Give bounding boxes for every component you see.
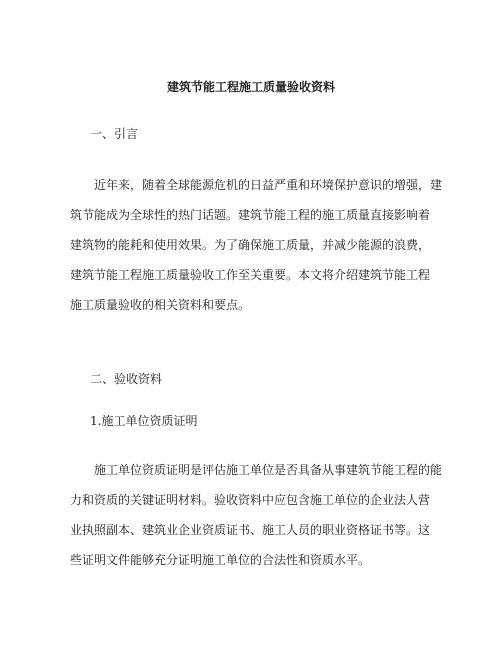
paragraph-line: 建筑物的能耗和使用效果。为了确保施工质量，并减少能源的浪费， (70, 238, 431, 252)
paragraph-line: 业执照副本、建筑业企业资质证书、施工人员的职业资格证书等。这 (70, 523, 431, 537)
paragraph-line: 近年来，随着全球能源危机的日益严重和环境保护意识的增强，建 (94, 178, 443, 192)
subheading-contractor-qualification: 1.施工单位资质证明 (90, 414, 198, 428)
paragraph-line: 力和资质的关键证明材料。验收资料中应包含施工单位的企业法人营 (70, 493, 431, 507)
paragraph-line: 施工单位资质证明是评估施工单位是否具备从事建筑节能工程的能 (94, 463, 443, 477)
paragraph-line: 建筑节能工程施工质量验收工作至关重要。本文将介绍建筑节能工程 (70, 268, 431, 282)
section-heading-acceptance-materials: 二、验收资料 (90, 372, 163, 386)
paragraph-line: 些证明文件能够充分证明施工单位的合法性和资质水平。 (70, 553, 371, 567)
paragraph-line: 筑节能成为全球性的热门话题。建筑节能工程的施工质量直接影响着 (70, 208, 431, 222)
paragraph-line: 施工质量验收的相关资料和要点。 (70, 298, 251, 312)
section-heading-introduction: 一、引言 (90, 127, 139, 141)
document-title: 建筑节能工程施工质量验收资料 (166, 80, 335, 94)
introduction-paragraph (70, 170, 443, 320)
qualification-paragraph (70, 455, 443, 575)
